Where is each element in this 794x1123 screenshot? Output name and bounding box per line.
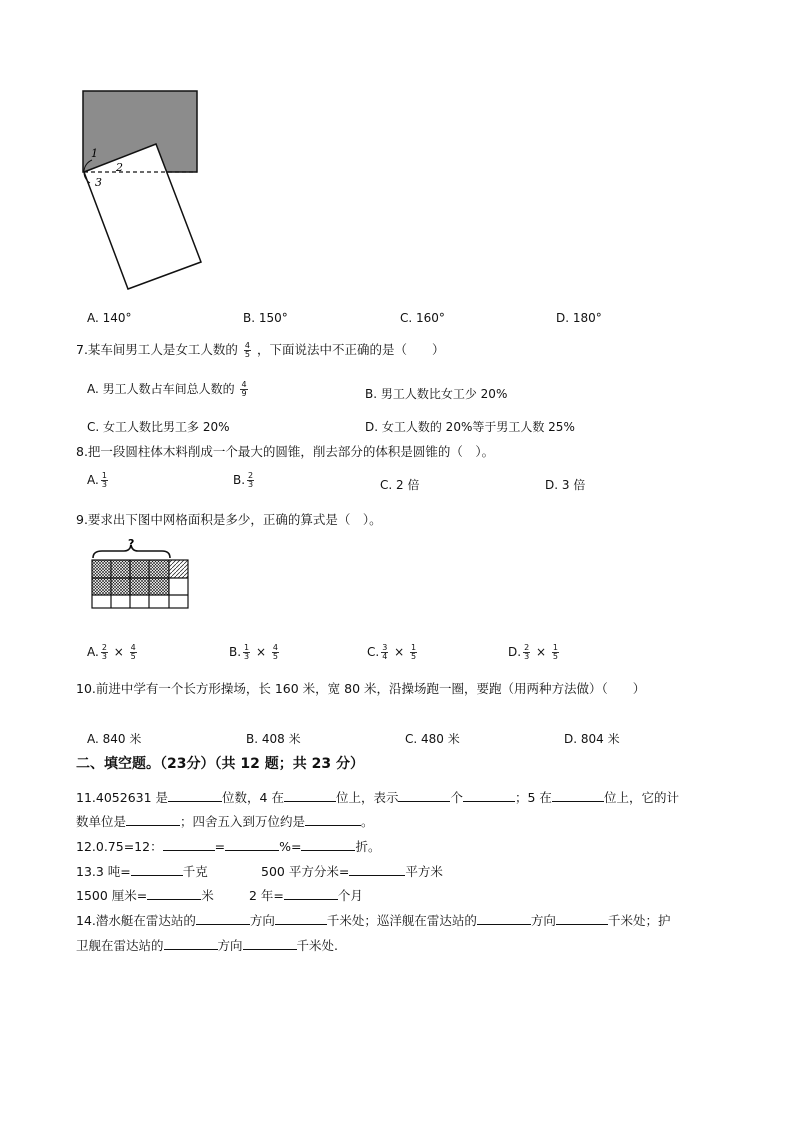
q11-text-1: 11.4052631 是 [76, 790, 169, 805]
q9-a-d2: 5 [130, 652, 136, 661]
q13-text-5: 1500 厘米= [76, 888, 148, 903]
q9-d-n1: 2 [524, 643, 530, 652]
q14-line-1 [76, 911, 670, 929]
q9-b-frac2 [272, 644, 279, 661]
q14-blank-6[interactable] [243, 937, 297, 950]
q11-text-6: 位上，它的计 [603, 790, 679, 805]
q11-text-3: 位上，表示 [335, 790, 399, 805]
q8-option-a-label: A. [87, 473, 99, 487]
q11-blank-1[interactable] [168, 789, 222, 802]
q12-text-4: 折。 [355, 839, 381, 854]
q11-line-1 [76, 788, 679, 806]
q9-c-frac1 [381, 644, 388, 661]
q13-blank-1[interactable] [131, 863, 183, 876]
q9-b-frac1 [243, 644, 250, 661]
q7-a-num: 4 [241, 380, 247, 389]
q14-blank-3[interactable] [477, 912, 531, 925]
q9-c-d1: 4 [382, 652, 388, 661]
q9-c-n1: 3 [382, 643, 388, 652]
q7-stem-after: ，下面说法中不正确的是（ ） [257, 342, 445, 357]
q9-b-label: B. [229, 645, 242, 659]
q13-text-4: 平方米 [405, 864, 443, 879]
q8-option-b-label: B. [233, 473, 246, 487]
q6-angle-label-1: 1 [91, 147, 98, 160]
q11-text-2: 位数，4 在 [222, 790, 284, 805]
q13-text-8: 个月 [337, 888, 363, 903]
q9-diagonal-area [169, 560, 188, 578]
q9-a-label: A. [87, 645, 99, 659]
q11-blank-5[interactable] [552, 789, 604, 802]
q14-text-2: 方向 [249, 913, 275, 928]
q6-option-c[interactable]: C. 160° [400, 311, 445, 325]
q7-a-den: 9 [241, 389, 247, 398]
q9-b-n1: 1 [244, 643, 250, 652]
q8-b-num: 2 [248, 471, 254, 480]
section-2-title: 二、填空题。（23分）（共 12 题；共 23 分） [76, 756, 364, 772]
q11-text-5: ；5 在 [515, 790, 552, 805]
q6-option-a[interactable]: A. 140° [87, 311, 132, 325]
q8-option-b[interactable] [233, 472, 256, 489]
q8-option-c[interactable]: C. 2 倍 [380, 478, 420, 492]
q9-a-op: × [113, 645, 124, 659]
q9-d-d1: 3 [524, 652, 530, 661]
q13-text-3: 500 平方分米= [261, 864, 350, 879]
q7-option-a[interactable] [87, 380, 250, 398]
q9-d-label: D. [508, 645, 522, 659]
q14-text-8: 千米处. [296, 938, 339, 953]
q7-option-a-text: A. 男工人数占车间总人数的 [87, 382, 235, 396]
q7-fraction [244, 342, 251, 359]
q14-text-7: 方向 [217, 938, 243, 953]
q7-option-d[interactable]: D. 女工人数的 20%等于男工人数 25% [365, 420, 575, 434]
q6-angle-label-3: 3 [95, 176, 102, 189]
q12-text-3: %= [279, 839, 302, 854]
q12-blank-2[interactable] [225, 838, 279, 851]
q6-option-b[interactable]: B. 150° [243, 311, 288, 325]
q6-angle-label-2: 2 [116, 161, 123, 174]
q9-a-frac2 [130, 644, 137, 661]
q7-frac-num: 4 [244, 341, 251, 350]
q8-option-a-fraction [101, 472, 108, 489]
q7-option-a-fraction [240, 381, 247, 398]
q7-option-c[interactable]: C. 女工人数比男工多 20% [87, 420, 230, 434]
q13-item-4 [249, 886, 363, 904]
q8-b-den: 3 [248, 480, 254, 489]
q10-option-d[interactable]: D. 804 米 [564, 732, 620, 746]
q9-c-label: C. [367, 645, 380, 659]
q14-line-2 [76, 936, 338, 954]
q8-stem: 8.把一段圆柱体木料削成一个最大的圆锥，削去部分的体积是圆锥的（ ）。 [76, 444, 495, 459]
q14-text-5: 千米处；护 [607, 913, 671, 928]
q13-blank-2[interactable] [349, 863, 405, 876]
q14-text-3: 千米处；巡洋舰在雷达站的 [326, 913, 477, 928]
q13-item-1 [76, 862, 208, 880]
q13-item-3 [76, 886, 214, 904]
q13-text-2: 千克 [182, 864, 208, 879]
q13-text-1: 13.3 吨= [76, 864, 131, 879]
q7-stem [76, 340, 445, 359]
q9-d-n2: 1 [552, 643, 558, 652]
q6-figure [70, 82, 210, 297]
q11-line-2 [76, 812, 374, 830]
q11-blank-6[interactable] [126, 813, 180, 826]
q9-a-n1: 2 [101, 643, 107, 652]
q14-text-4: 方向 [530, 913, 556, 928]
q12-line [76, 837, 380, 855]
q10-option-b[interactable]: B. 408 米 [246, 732, 301, 746]
q11-text-4: 个 [450, 790, 463, 805]
q11-blank-3[interactable] [398, 789, 450, 802]
q12-text-2: = [214, 839, 226, 854]
q9-a-frac1 [101, 644, 108, 661]
q9-a-n2: 4 [130, 643, 136, 652]
q11-text-8: ；四舍五入到万位约是 [180, 814, 306, 829]
q10-option-c[interactable]: C. 480 米 [405, 732, 460, 746]
q14-text-1: 14.潜水艇在雷达站的 [76, 913, 196, 928]
q9-c-d2: 5 [411, 652, 417, 661]
q9-option-b[interactable] [229, 644, 281, 661]
q13-blank-4[interactable] [284, 887, 338, 900]
q9-option-c[interactable] [367, 644, 419, 661]
q9-d-frac1 [523, 644, 530, 661]
q13-blank-3[interactable] [147, 887, 201, 900]
q7-option-b[interactable]: B. 男工人数比女工少 20% [365, 387, 508, 401]
q9-d-op: × [535, 645, 547, 659]
q8-option-d[interactable]: D. 3 倍 [545, 478, 586, 492]
q14-blank-2[interactable] [275, 912, 327, 925]
q9-a-d1: 3 [101, 652, 107, 661]
q13-text-6: 米 [201, 888, 214, 903]
q11-blank-4[interactable] [463, 789, 515, 802]
q9-c-op: × [394, 645, 405, 659]
q12-blank-3[interactable] [301, 838, 355, 851]
q9-option-a[interactable] [87, 644, 139, 661]
q7-stem-before: 7.某车间男工人是女工人数的 [76, 342, 238, 357]
q11-blank-7[interactable] [305, 813, 361, 826]
q9-stem: 9.要求出下图中网格面积是多少，正确的算式是（ ）。 [76, 512, 382, 527]
q12-blank-1[interactable] [163, 838, 215, 851]
q11-blank-2[interactable] [284, 789, 336, 802]
q9-b-d2: 5 [272, 652, 278, 661]
q8-a-num: 1 [101, 471, 107, 480]
q14-text-6: 卫舰在雷达站的 [76, 938, 164, 953]
q8-option-b-fraction [247, 472, 254, 489]
q6-option-d[interactable]: D. 180° [556, 311, 602, 325]
q9-c-frac2 [410, 644, 417, 661]
q9-d-d2: 5 [552, 652, 558, 661]
q13-item-2 [261, 862, 443, 880]
q10-stem: 10.前进中学有一个长方形操场，长 160 米，宽 80 米，沿操场跑一圈，要跑（用两种方法做）（ ） [76, 681, 646, 696]
q10-option-a[interactable]: A. 840 米 [87, 732, 142, 746]
q9-option-d[interactable] [508, 644, 561, 661]
q13-text-7: 2 年= [249, 888, 284, 903]
q9-brace-label: ? [128, 537, 135, 550]
q11-text-7: 数单位是 [76, 814, 127, 829]
q7-frac-den: 5 [244, 350, 251, 359]
q11-text-9: 。 [361, 814, 374, 829]
q9-d-frac2 [552, 644, 559, 661]
q9-b-n2: 4 [272, 643, 278, 652]
q14-blank-4[interactable] [556, 912, 608, 925]
q14-blank-5[interactable] [164, 937, 218, 950]
q9-grid-figure [88, 536, 194, 612]
q9-b-d1: 3 [244, 652, 250, 661]
q9-b-op: × [255, 645, 267, 659]
q14-blank-1[interactable] [196, 912, 250, 925]
q12-text-1: 12.0.75=12： [76, 839, 163, 854]
q9-c-n2: 1 [411, 643, 417, 652]
q8-a-den: 3 [101, 480, 107, 489]
q8-option-a[interactable] [87, 472, 110, 489]
